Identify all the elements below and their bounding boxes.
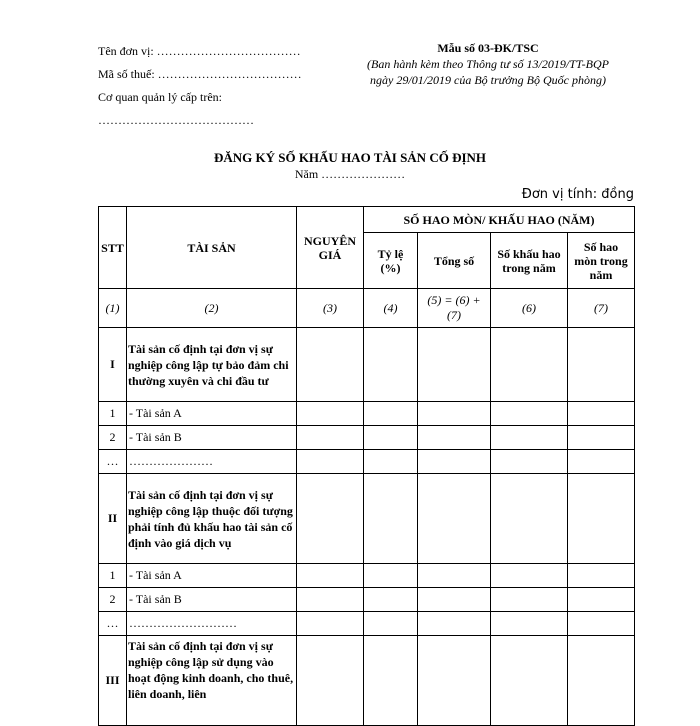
header-wear-line-1: Số hao <box>583 239 619 254</box>
header-asset: TÀI SẢN <box>127 207 297 289</box>
form-note-line-1: (Ban hành kèm theo Thông tư số 13/2019/TT-BQP <box>367 57 609 71</box>
year-line: Năm ………………… <box>294 167 406 181</box>
header-rate <box>364 233 418 289</box>
section-name: Tài sản cố định tại đơn vị sự nghiệp công lập sử dụng vào hoạt động kinh doanh, cho thuê, liên doanh, liên <box>127 636 297 726</box>
form-note-line-2: ngày 29/01/2019 của Bộ trưởng Bộ Quốc phòng) <box>370 73 606 87</box>
table-row <box>99 588 635 612</box>
asset-name: - Tài sản B <box>127 588 297 612</box>
depreciation-table <box>98 206 635 726</box>
header-dep-line-2: trong năm <box>502 260 556 275</box>
section-number: III <box>99 636 127 726</box>
section-row-i <box>99 328 635 402</box>
table-row <box>99 426 635 450</box>
index-cell: (6) <box>491 289 568 328</box>
header-cost <box>297 207 364 289</box>
header-stt: STT <box>99 207 127 289</box>
table-row <box>99 612 635 636</box>
tax-code-line: Mã số thuế: ……………………………… <box>98 67 302 81</box>
table-row <box>99 450 635 474</box>
header-wear-line-2: mòn trong <box>574 253 628 268</box>
header-wear-year <box>568 233 635 289</box>
parent-agency-dots: ………………………………… <box>98 113 254 127</box>
row-number: … <box>99 450 127 474</box>
table-row <box>99 564 635 588</box>
header-depreciation-group: SỐ HAO MÒN/ KHẤU HAO (NĂM) <box>364 207 635 233</box>
currency-unit: Đơn vị tính: đồng <box>521 187 634 202</box>
form-number: Mẫu số 03-ĐK/TSC <box>437 41 539 55</box>
section-row-ii <box>99 474 635 564</box>
header-dep-line-1: Số khấu hao <box>497 246 561 261</box>
header-depreciation-year <box>491 233 568 289</box>
index-cell: (5) = (6) + (7) <box>418 289 491 328</box>
section-name: Tài sản cố định tại đơn vị sự nghiệp công lập tự bảo đảm chi thường xuyên và chi đầu tư <box>127 328 297 402</box>
asset-name: - Tài sản A <box>127 402 297 426</box>
form-info <box>338 40 638 88</box>
header-cost-line-1: NGUYÊN <box>303 233 356 248</box>
header-rate-line-1: Tỷ lệ <box>377 246 404 261</box>
asset-name: ………………… <box>127 450 297 474</box>
section-row-iii <box>99 636 635 726</box>
column-index-row <box>99 289 635 328</box>
row-number: 1 <box>99 564 127 588</box>
asset-name: - Tài sản B <box>127 426 297 450</box>
row-number: … <box>99 612 127 636</box>
header-cost-line-2: GIÁ <box>318 247 342 262</box>
index-cell: (4) <box>364 289 418 328</box>
parent-agency-line: Cơ quan quản lý cấp trên: <box>98 90 222 104</box>
header-rate-line-2: (%) <box>380 260 401 275</box>
index-cell: (1) <box>99 289 127 328</box>
row-number: 2 <box>99 426 127 450</box>
index-cell: (2) <box>127 289 297 328</box>
document-title: ĐĂNG KÝ SỐ KHẤU HAO TÀI SẢN CỐ ĐỊNH <box>213 150 487 165</box>
index-cell: (3) <box>297 289 364 328</box>
section-number: II <box>99 474 127 564</box>
row-number: 2 <box>99 588 127 612</box>
table-row <box>99 402 635 426</box>
section-number: I <box>99 328 127 402</box>
index-cell: (7) <box>568 289 635 328</box>
unit-info <box>98 40 348 132</box>
unit-name-line: Tên đơn vị: ……………………………… <box>98 44 301 58</box>
asset-name: ……………………… <box>127 612 297 636</box>
section-name: Tài sản cố định tại đơn vị sự nghiệp công lập thuộc đối tượng phải tính đủ khấu hao tài sản cố định vào giá dịch vụ <box>127 474 297 564</box>
header-wear-line-3: năm <box>589 267 613 282</box>
header-total: Tổng số <box>418 233 491 289</box>
asset-name: - Tài sản A <box>127 564 297 588</box>
row-number: 1 <box>99 402 127 426</box>
